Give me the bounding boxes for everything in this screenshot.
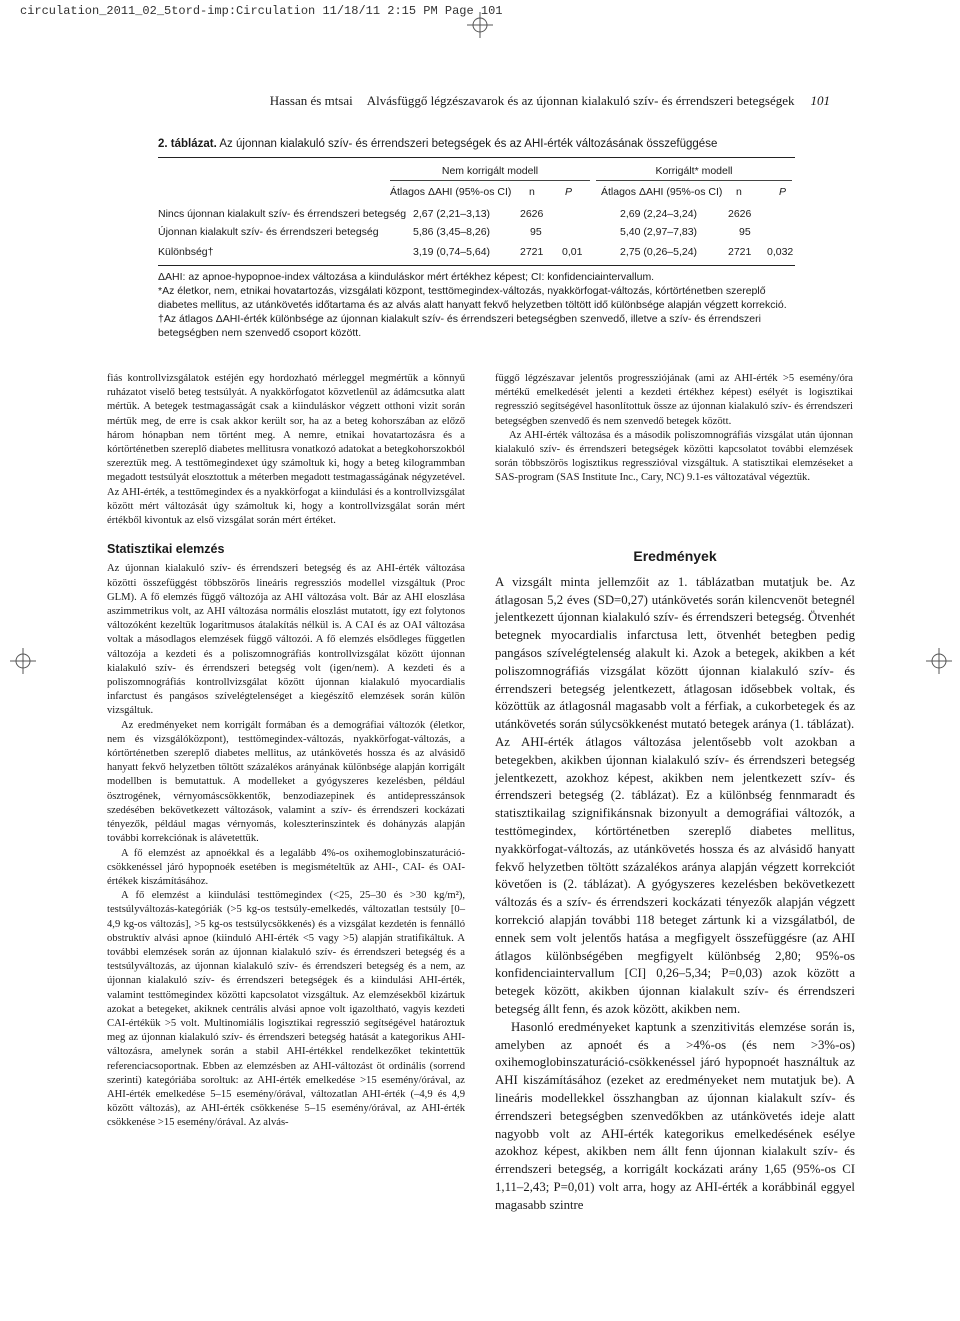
paragraph: Az eredményeket nem korrigált formában és a demográfiai változók (életkor, nem és vizsgálóközpont), testtömegindex-változás, nyakkörfogat-változás, a kórtörténetben szereplő diabetes mellitus, az utánkövetés hossza és az alvásidő hanyatt fekvő helyzetben töltött százalékos arányának különbsége alapján korrigált modellben is bemutattuk. A modelleket a gyógyszeres kezelésben, például ösztrogének, vérnyomáscsökkentők, benzodiazepinek és antidepresszánsok szedésében bekövetkezett változások, valamint a szív- és érrendszeri kockázati tényezők, például magas vérnyomás, koleszterinszintek és dohányzás alapján további korrekciónak is alávetettük.	[107, 719, 465, 845]
row-mean-1: 2,67 (2,21–3,13)	[413, 208, 491, 220]
running-head-authors: Hassan és mtsai	[269, 93, 353, 108]
header-n-1: n	[529, 186, 535, 198]
row-label: Nincs újonnan kialakult szív- és érrendszeri betegség	[158, 208, 407, 220]
group-adjusted: Korrigált* modell	[596, 165, 792, 181]
paragraph: Az AHI-érték változása és a második poliszomnográfiás vizsgálat után újonnan kialakuló szív- és érrendszeri betegségek közötti kapcsolatot további elemzések során többszörös logisztikus regresszióval vizsgáltuk. A statisztikai elemzéseket a SAS-program (SAS Institute Inc., Cary, NC) 9.1-es változatával végeztük.	[495, 429, 853, 484]
row-n-1: 2626	[520, 208, 544, 220]
table-caption-text: Az újonnan kialakuló szív- és érrendszeri betegségek és az AHI-érték változásának összefüggése	[219, 138, 718, 150]
right-column-top	[495, 372, 853, 486]
table-note: ΔAHI: az apnoe-hypopnoe-index változása a kiinduláskor mért értékhez képest; CI: konfidenciaintervallum.	[158, 271, 655, 283]
row-p-1: 0,01	[562, 246, 583, 258]
row-n-1: 2721	[520, 246, 544, 258]
section-heading-statistics: Statisztikai elemzés	[107, 542, 225, 557]
paragraph: A vizsgált minta jellemzőit az 1. táblázatban mutatjuk be. Az átlagosan 5,2 éves (SD=0,27) utánkövetés során kilencvenöt betegnél jelentkezett újonnan kialakuló szív- és érrendszeri betegség. Ötvenhét betegnek myocardialis infarctusa lett, ötvenhét betegben pedig pangásos szívelégtelenség alakult ki. Azok a betegek, akikben a két poliszomnográfiás vizsgálat között újonnan kialakuló szív- és érrendszeri betegség jelentkezett, átlagosan idősebbek voltak, és közöttük az átlagosnál magasabb volt a férfiak, a cukorbetegek és az utánkövetés során súlycsökkenést mutató betegek aránya (1. táblázat).	[495, 574, 855, 732]
paragraph: Az AHI-érték átlagos változása jelentősebb volt azokban a betegekben, akikben újonnan kialakuló szív- és érrendszeri betegség jelentkezett, azokhoz képest, akikben nem jelentkezett szív- és érrendszeri betegség (2. táblázat). Ez a különbség fennmaradt és statisztikailag szignifikánsnak bizonyult a demográfiai változók, a testtömegindex, kórtörténetben szereplő diabetes mellitus, nyakkörfogat-változás, az utánkövetés hossza és az alvásidő hanyatt fekvő helyzetben töltött százalékos aránya alapján végzett korrekciót követően is (2. táblázat). A gyógyszeres kezelésben bekövetkezett változás és a szív- és érrendszeri kockázati tényezők alapján végzett korrekció alapján további 118 beteget zártunk ki a vizsgálatból, de ennek sem volt jelentős hatása a megfigyelt összefüggésre (az AHI átlagos különbségében megfigyelt különbség 2,80; 95%-os konfidenciaintervallum [CI] 0,26–5,34; P=0,03) azok között a betegek között, akikben újonnan kialakult szív- és érrendszeri betegség állt fenn, és azok között, akikben nem.	[495, 734, 855, 1016]
row-mean-2: 5,40 (2,97–7,83)	[620, 226, 698, 238]
header-p-2: P	[779, 186, 787, 198]
paragraph: fiás kontrollvizsgálatok estéjén egy hordozható mérleggel megmértük a könnyű ruházatot viselő beteg testsúlyát. A nyakkörfogatot közvetlenül az ádámcsutka alatt mértük. A betegek testmagasságát csak a kiinduláskor végzett otthoni vizit során mértük meg, de erre is csak akkor került sor, ha az a beteg kohorszában az előző három hónapban nem történt meg. A nemre, etnikai hovatartozásra és a kórtörténetben szereplő diabetes mellitusra vonatkozó adatokat a betegkohorszokból szereztük meg. A testtömegindexet úgy számoltuk ki, hogy a beteg kilogrammban megadott testsúlyát elosztottuk a méterben megadott testmagasságának négyzetével. Az AHI-érték, a testtömegindex és a nyakkörfogat a kiindulási és a kontrollvizsgálat között mért változását úgy számoltuk ki, hogy a kontrollvizsgálat során mért értékből kivontuk az első vizsgálat során mért értéket.	[107, 373, 466, 527]
paragraph: A fő elemzést a kiindulási testtömegindex (<25, 25–30 és >30 kg/m²), testsúlyváltozás-kategóriák (>5 kg-os testsúly-emelkedés, változatlan testsúly [0–4,9 kg-os változás], >5 kg-os testsúlycsökkenés) és a vizsgálat kezdetén is fennálló obstruktív alvási apnoe (kiinduló AHI-érték <5 vagy >5) alapján stratifikáltuk. A további elemzések során az újonnan kialakuló szív- és érrendszeri betegség és a testsúlyváltozás, az újonnan kialakuló szív- és érrendszeri betegség és a nem, az újonnan kialakuló szív- és érrendszeri betegségek és a kiindulási AHI-érték, valamint testtömegindex közötti kapcsolatot vizsgáltuk. Az elemzésekből kizártuk azokat a betegeket, akiknek centrális alvási apnoe volt igazoltható, vagyis kezdeti CAI-értékük >5 volt. Multinomiális logisztikai regresszió segítségével határoztuk meg az újonnan kialakuló szív- és érrendszeri betegség hatását a kategorikus AHI-változásra, amelynek során a stabil AHI-értékkel rendelkezőket tekintettük referenciacsoportnak. Ebben az elemzésben az AHI-változást öt ordinális (sorrend szerinti) kategóriába soroltuk: az AHI-érték emelkedése >15 esemény/órával, az AHI-érték emelkedése 5–15 esemény/órával, változatlan AHI-érték (–4,9 és 4,9 között változás), az AHI-érték csökkenése 5–15 esemény/órával, az AHI-érték csökkenése >15 esemény/órával. Az alvás-	[107, 890, 465, 1129]
header-p-1: P	[565, 186, 573, 198]
row-n-2: 95	[739, 226, 751, 238]
header-n-2: n	[736, 186, 742, 198]
paragraph: Az újonnan kialakuló szív- és érrendszeri betegség és az AHI-érték változása közötti összefüggést többszörös lineáris regressziós modellel vizsgáltuk (Proc GLM). A fő elemzés függő változója az AHI változása volt. Bár az AHI eloszlása aszimmetrikus volt, az AHI változása normális eloszlást mutatott, így ezt folytonos változóként kezeltük logaritmusos átalakítás nélkül is. A CAI és az OAI változása voltak a másodlagos elemzések függő változói. A fő elemzés elsődleges független változója a kezdeti és a poliszomnográfiás kontrollvizsgálat között újonnan kialakuló szív- és érrendszeri betegség volt (igen/nem). A kezdeti és a poliszomnográfiás kontrollvizsgálat között újonnan kialakuló myocardialis infarctust és pangásos szívelégtelenséget a kiegészítő elemzések során külön vizsgáltuk.	[107, 563, 465, 717]
row-n-2: 2721	[728, 246, 752, 258]
print-slug: circulation_2011_02_5tord-imp:Circulation 11/18/11 2:15 PM Page 101	[20, 4, 503, 18]
row-mean-2: 2,75 (0,26–5,24)	[620, 246, 698, 258]
registration-mark-right-icon	[926, 648, 952, 674]
group-unadjusted: Nem korrigált modell	[390, 165, 590, 181]
paragraph: függő légzészavar jelentős progressziójának (ami az AHI-érték >5 esemény/óra mértékű emelkedését jelenti a kezdeti értékhez képest) esélyét is logisztikai regresszió segítségével hasonlítottuk össze az újonnan kialakuló szív- és érrendszeri betegségben szenvedő és nem szenvedő betegek között.	[495, 373, 853, 427]
header-mean-1: Átlagos ΔAHI (95%-os CI)	[390, 186, 512, 198]
row-mean-1: 3,19 (0,74–5,64)	[413, 246, 491, 258]
header-mean-2: Átlagos ΔAHI (95%-os CI)	[601, 186, 723, 198]
row-mean-2: 2,69 (2,24–3,24)	[620, 208, 698, 220]
table-top-rule	[158, 157, 795, 158]
row-n-1: 95	[530, 226, 542, 238]
registration-mark-left-icon	[10, 648, 36, 674]
row-mean-1: 5,86 (3,45–8,26)	[413, 226, 491, 238]
running-head-title: Alvásfüggő légzészavarok és az újonnan kialakuló szív- és érrendszeri betegségek	[366, 93, 795, 108]
running-head	[150, 93, 830, 109]
table-note: *Az életkor, nem, etnikai hovatartozás, vizsgálati központ, testtömegindex-változás, nyakkörfogat-változás, kórtörténetben szereplő diabetes mellitus, az utánkövetés időtartama és az alvás alatt hanyatt fekvő helyzetben töltött idő különbsége alapján végzett korrekció.	[158, 285, 787, 311]
paragraph: Hasonló eredményeket kaptunk a szenzitivitás elemzése során is, amelyben az apnoét és a >4%-os (és nem >3%-os) oxihemoglobinszaturáció-csökkenéssel járó hypopnoét használtuk az AHI kiszámításához (ezeket az eredményeket nem mutatjuk be). A lineáris modellekkel összhangban az újonnan kialakult szív- és érrendszeri betegségben szenvedőkben az utánkövetés ideje alatt nagyobb volt az AHI-érték kategorikus emelkedésének esélye azokhoz képest, akikben nem állt fenn újonnan kialakult szív- és érrendszeri betegség, a korrigált kockázati arány 1,65 (95%-os CI 1,11–2,43; P=0,01) volt arra, hogy az AHI-érték a korábbinál eggyel magasabb szintre	[495, 1019, 855, 1212]
table-notes	[158, 270, 798, 340]
page-number: 101	[810, 93, 830, 108]
paragraph: A fő elemzést az apnoékkal és a legalább 4%-os oxihemoglobinszaturáció-csökkenéssel járó hypopnoék esetében is megismételtük az AHI-, CAI- és OAI-értékek kiszámításához.	[107, 847, 465, 887]
section-heading-results: Eredmények	[633, 548, 717, 564]
row-label: Újonnan kialakult szív- és érrendszeri betegség	[158, 226, 379, 238]
row-n-2: 2626	[728, 208, 752, 220]
row-label: Különbség†	[158, 246, 214, 258]
table-caption	[158, 138, 798, 150]
table-bottom-rule	[158, 265, 795, 266]
table-label: 2. táblázat.	[158, 138, 217, 150]
left-column	[107, 372, 465, 1131]
right-column-results	[495, 548, 855, 1214]
registration-mark-top-icon	[467, 12, 493, 38]
table-note: †Az átlagos ΔAHI-érték különbsége az újonnan kialakult szív- és érrendszeri betegségben szenvedő, illetve a szív- és érrendszeri betegségben nem szenvedő csoport között.	[158, 313, 761, 339]
row-p-2: 0,032	[767, 246, 794, 258]
